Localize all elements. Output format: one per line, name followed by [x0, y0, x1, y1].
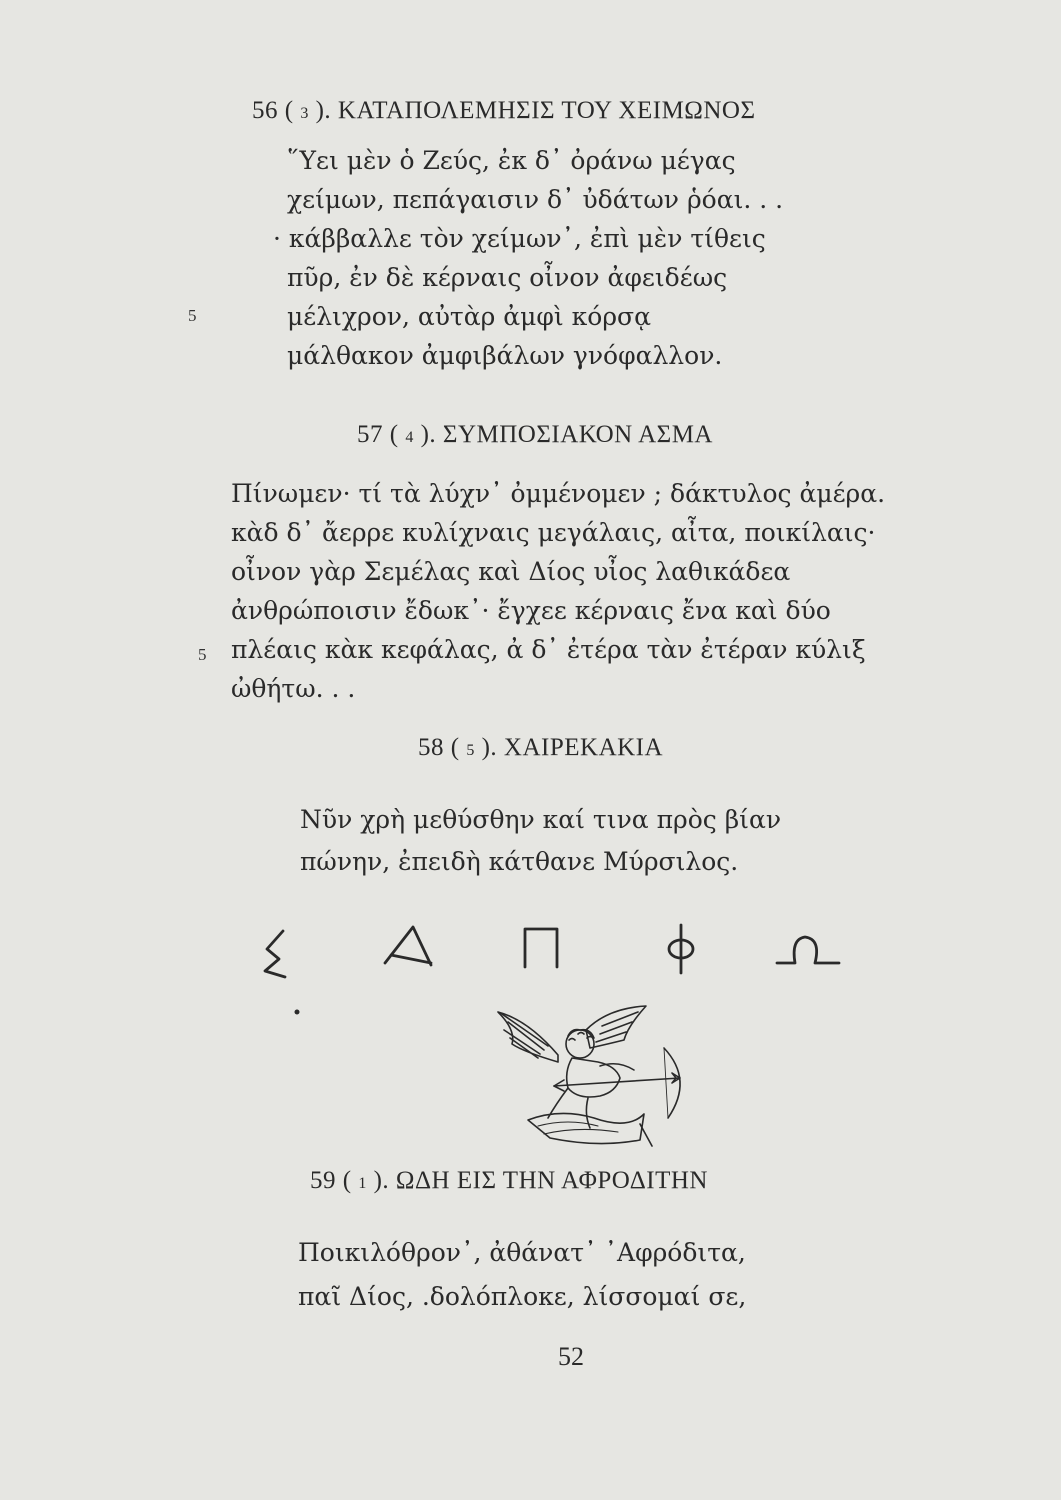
ornament-dot	[295, 1010, 300, 1015]
poem-title: ΚΑΤΑΠΟΛΕΜΗΣΙΣ ΤΟΥ ΧΕΙΜΩΝΟΣ	[337, 97, 756, 124]
verse-line: Νῦν χρὴ μεθύσθην καί τινα πρὸς βίαν	[300, 805, 782, 834]
archaic-sigma-glyph	[265, 931, 285, 977]
line-number-marker: 5	[198, 645, 207, 664]
verse-line: παῖ Δίος, .δολόπλοκε, λίσσομαί σε,	[298, 1282, 747, 1311]
poem-number: 56	[252, 97, 278, 124]
verse-line: Ποικιλόθρον᾽, ἀθάνατ᾽ ᾿Αφρόδιτα,	[298, 1238, 746, 1267]
verse-line: Πίνωμεν· τί τὰ λύχν᾽ ὀμμένομεν ; δάκτυλος ἀμέρα.	[231, 479, 886, 508]
poem-heading-58: 58 ( 5 ). ΧΑΙΡΕΚΑΚΙΑ	[418, 734, 664, 761]
archaic-pi-glyph	[525, 929, 557, 967]
poem-number: 58	[418, 734, 444, 761]
verse-line: μέλιχρον, αὐτὰρ ἀμφὶ κόρσᾳ	[287, 302, 651, 331]
verse-line: χείμων, πεπάγαισιν δ᾽ ὐδάτων ῥόαι. . .	[287, 185, 784, 214]
verse-line: πλέαις κὰκ κεφάλας, ἀ δ᾽ ἐτέρα τὰν ἐτέραν κύλιξ	[231, 635, 866, 664]
poem-verse-57	[231, 474, 885, 708]
poem-ref: 3	[300, 105, 309, 122]
poem-title: ΧΑΙΡΕΚΑΚΙΑ	[503, 734, 664, 761]
poem-heading-57: 57 ( 4 ). ΣΥΜΠΟΣΙΑΚΟΝ ΑΣΜΑ	[357, 421, 713, 448]
verse-line: πώνην, ἐπειδὴ κάτθανε Μύρσιλος.	[300, 847, 739, 876]
verse-line: οἶνον γὰρ Σεμέλας καὶ Δίος υἶος λαθικάδεα	[231, 557, 791, 586]
verse-line: ῞Υει μὲν ὁ Ζεύς, ἐκ δ᾽ ὀράνω μέγας	[287, 146, 736, 175]
poem-verse-59	[298, 1231, 746, 1319]
poem-ref: 5	[466, 742, 475, 759]
drapery-icon	[528, 1113, 644, 1143]
poem-number: 59	[310, 1167, 336, 1194]
poem-ref: 4	[405, 429, 414, 446]
poem-heading-56: 56 ( 3 ). ΚΑΤΑΠΟΛΕΜΗΣΙΣ ΤΟΥ ΧΕΙΜΩΝΟΣ	[252, 97, 756, 124]
verse-line: κὰδ δ᾽ ἄερρε κυλίχναις μεγάλαις, αἶτα, ποικίλαις·	[231, 518, 876, 547]
poem-title: ΣΥΜΠΟΣΙΑΚΟΝ ΑΣΜΑ	[442, 421, 713, 448]
line-number-marker: 5	[188, 306, 197, 325]
archaic-alpha-glyph	[385, 927, 431, 965]
poem-heading-59: 59 ( 1 ). ΩΔΗ ΕΙΣ ΤΗΝ ΑΦΡΟΔΙΤΗΝ	[310, 1167, 708, 1194]
verse-line: ἀνθρώποισιν ἔδωκ᾽· ἔγχεε κέρναις ἔνα καὶ δύο	[231, 596, 831, 625]
poem-verse-56	[273, 141, 784, 375]
poem-title: ΩΔΗ ΕΙΣ ΤΗΝ ΑΦΡΟΔΙΤΗΝ	[395, 1167, 708, 1194]
verse-line: πῦρ, ἐν δὲ κέρναις οἶνον ἀφειδέως	[287, 263, 728, 292]
verse-line: · κάββαλλε τὸν χείμων᾽, ἐπὶ μὲν τίθεις	[273, 224, 766, 253]
page-number: 52	[558, 1342, 584, 1371]
cupid-wing-icon	[498, 1006, 646, 1062]
archaic-phi-glyph	[669, 925, 693, 973]
poem-ref: 1	[358, 1175, 367, 1192]
verse-line: μάλθακον ἀμφιβάλων γνόφαλλον.	[287, 341, 723, 370]
verse-line: ὠθήτω. . .	[231, 674, 356, 703]
poem-number: 57	[357, 421, 383, 448]
poem-verse-58	[300, 799, 781, 883]
archaic-omega-glyph	[777, 937, 839, 963]
cupid-vignette	[468, 1000, 708, 1150]
